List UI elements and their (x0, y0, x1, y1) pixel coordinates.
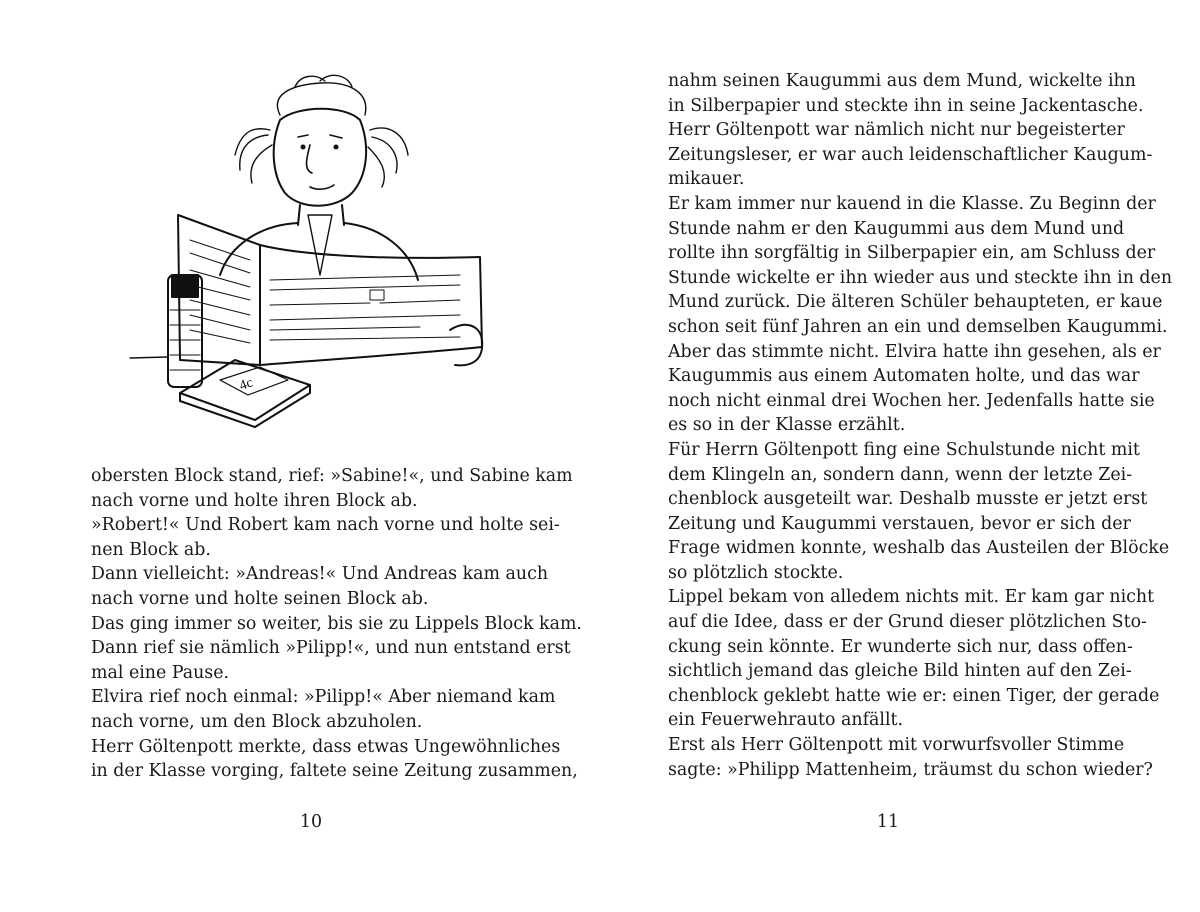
text-line: nen Block ab. (91, 539, 211, 560)
text-line: Herr Göltenpott merkte, dass etwas Ungewöhnliches (91, 736, 561, 757)
text-line: noch nicht einmal drei Wochen her. Jedenfalls hatte sie (668, 390, 1155, 411)
text-line: Kaugummis aus einem Automaten holte, und das war (668, 366, 1140, 387)
book-cover-label: 4c (237, 375, 256, 395)
text-line: Frage widmen konnte, weshalb das Austeilen der Blöcke (668, 538, 1170, 559)
text-line: Das ging immer so weiter, bis sie zu Lippels Block kam. (91, 613, 582, 634)
newspaper-drawing (178, 215, 482, 365)
text-line: Dann rief sie nämlich »Pilipp!«, und nun entstand erst (91, 638, 571, 659)
text-line: chenblock ausgeteilt war. Deshalb musste er jetzt erst (668, 489, 1148, 510)
text-line: in Silberpapier und steckte ihn in seine Jackentasche. (668, 95, 1144, 116)
hair-drawing (235, 75, 408, 187)
text-line: Lippel bekam von alledem nichts mit. Er kam gar nicht (668, 587, 1155, 608)
text-line: Zeitung und Kaugummi verstauen, bevor er sich der (668, 513, 1131, 534)
text-line: nach vorne und holte ihren Block ab. (91, 490, 418, 511)
text-line: chenblock geklebt hatte wie er: einen Tiger, der gerade (668, 685, 1160, 706)
text-line: dem Klingeln an, sondern dann, wenn der letzte Zei- (668, 464, 1133, 485)
text-line: Für Herrn Göltenpott fing eine Schulstunde nicht mit (668, 439, 1140, 460)
text-line: Er kam immer nur kauend in die Klasse. Zu Beginn der (668, 193, 1156, 214)
text-line: Dann vielleicht: »Andreas!« Und Andreas kam auch (91, 564, 549, 585)
teacher-reading-newspaper-illustration (120, 75, 520, 445)
text-line: nahm seinen Kaugummi aus dem Mund, wickelte ihn (668, 71, 1136, 91)
text-line: sichtlich jemand das gleiche Bild hinten auf den Zei- (668, 661, 1132, 682)
head-drawing (274, 109, 366, 206)
text-line: rollte ihn sorgfältig in Silberpapier ein, am Schluss der (668, 243, 1156, 264)
text-line: sagte: »Philipp Mattenheim, träumst du schon wieder? (668, 759, 1153, 780)
text-line: nach vorne und holte seinen Block ab. (91, 588, 429, 609)
text-line: ckung sein könnte. Er wunderte sich nur, dass offen- (668, 636, 1133, 657)
text-line: es so in der Klasse erzählt. (668, 415, 906, 436)
text-line: Elvira rief noch einmal: »Pilipp!« Aber niemand kam (91, 687, 556, 708)
text-line: »Robert!« Und Robert kam nach vorne und holte sei- (91, 515, 560, 536)
hand-drawing (450, 325, 482, 366)
text-line: Stunde nahm er den Kaugummi aus dem Mund und (668, 218, 1125, 239)
left-page-text (91, 464, 582, 784)
text-line: Aber das stimmte nicht. Elvira hatte ihn gesehen, als er (668, 341, 1161, 362)
text-line: schon seit fünf Jahren an ein und demselben Kaugummi. (668, 316, 1168, 337)
text-line: Zeitungsleser, er war auch leidenschaftlicher Kaugum- (668, 144, 1153, 165)
text-line: Herr Göltenpott war nämlich nicht nur begeisterter (668, 120, 1125, 141)
text-line: obersten Block stand, rief: »Sabine!«, und Sabine kam (91, 466, 573, 486)
page-number-left: 10 (299, 812, 323, 832)
text-line: nach vorne, um den Block abzuholen. (91, 711, 423, 732)
text-line: mal eine Pause. (91, 662, 230, 683)
text-line: mikauer. (668, 169, 745, 190)
right-page (600, 0, 1200, 912)
text-line: Erst als Herr Göltenpott mit vorwurfsvoller Stimme (668, 735, 1125, 756)
page-number-right: 11 (876, 812, 900, 832)
right-page-text (668, 69, 1173, 782)
text-line: auf die Idee, dass er der Grund dieser plötzlichen Sto- (668, 612, 1147, 633)
text-line: in der Klasse vorging, faltete seine Zeitung zusammen, (91, 761, 578, 782)
text-line: ein Feuerwehrauto anfällt. (668, 710, 904, 731)
text-line: so plötzlich stockte. (668, 562, 844, 583)
text-line: Mund zurück. Die älteren Schüler behaupteten, er kaue (668, 292, 1163, 313)
text-line: Stunde wickelte er ihn wieder aus und steckte ihn in den (668, 267, 1173, 288)
tie-drawing (308, 215, 332, 275)
